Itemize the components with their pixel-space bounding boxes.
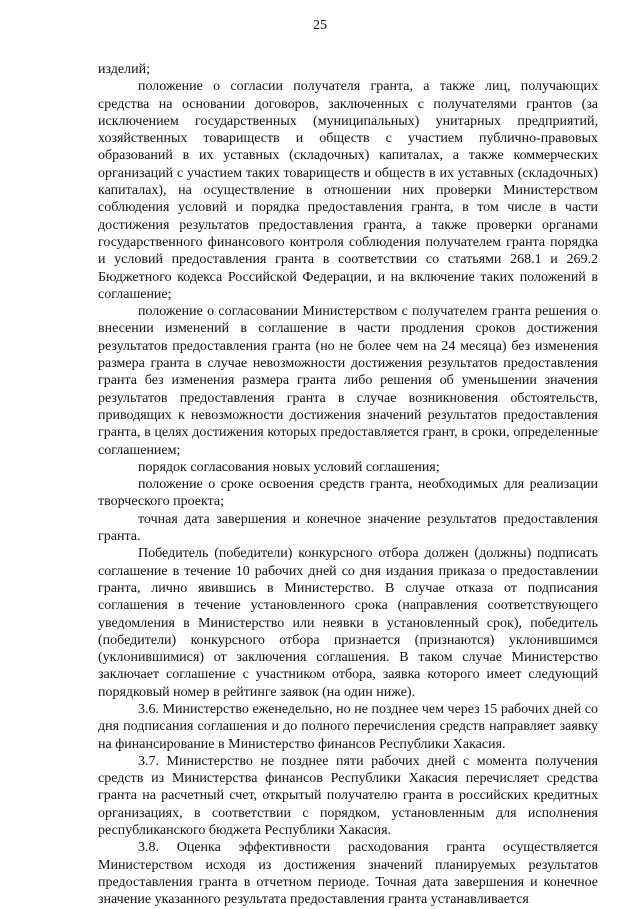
document-body — [98, 61, 598, 909]
paragraph-3-6: 3.6. Министерство еженедельно, но не позднее чем через 15 рабочих дней со дня подписания соглашения и до полного перечисления средств направляет заявку на финансирование в Министерство финансов Республики Хакасия. — [98, 701, 598, 752]
paragraph-agreement-amendments: положение о согласовании Министерством с получателем гранта решения о внесении изменений в соглашение в части продления сроков достижения результатов предоставления гранта (но не более чем на 24 месяца) без изменения размера гранта в случае невозможности достижения результатов предоставления гранта без изменения размера гранта либо решения об уменьшении значения результатов предоставления гранта в случае возникновения обстоятельств, приводящих к невозможности достижения значений результатов предоставления гранта, в целях достижения которых предоставляется грант, в сроки, определенные соглашением; — [98, 304, 598, 458]
paragraph-inspection-consent: положение о согласии получателя гранта, а также лиц, получающих средства на основании договоров, заключенных с получателями грантов (за исключением государственных (муниципальных) унитарных предприятий, хозяйственных товариществ и обществ с участием публично-правовых образований в их уставных (складочных) капиталах, а также коммерческих организаций с участием таких товариществ и обществ в их уставных (складочных) капиталах), на осуществление в отношении них проверки Министерством соблюдения условий и порядка предоставления гранта, в том числе в части достижения результатов предоставления гранта, а также проверки органами государственного финансового контроля соблюдения получателем гранта порядка и условий предоставления гранта в соответствии со статьями 268.1 и 269.2 Бюджетного кодекса Российской Федерации, и на включение таких положений в соглашение; — [98, 79, 598, 302]
paragraph-3-8: 3.8. Оценка эффективности расходования гранта осуществляется Министерством исходя из достижения значений планируемых результатов предоставления гранта в отчетном периоде. Точная дата завершения и конечное значение указанного результата предоставления гранта устанавливается — [98, 840, 598, 908]
paragraph-3-7: 3.7. Министерство не позднее пяти рабочих дней с момента получения средств из Министерства финансов Республики Хакасия перечисляет средства гранта на расчетный счет, открытый получателю гранта в российских кредитных организациях, в соответствии с порядком, установленным для исполнения республиканского бюджета Республики Хакасия. — [98, 753, 598, 839]
paragraph-completion-date: точная дата завершения и конечное значение результатов предоставления гранта. — [98, 511, 598, 545]
paragraph-spending-deadline: положение о сроке освоения средств гранта, необходимых для реализации творческого проекта; — [98, 477, 598, 510]
paragraph-new-conditions: порядок согласования новых условий соглашения; — [138, 459, 440, 475]
paragraph-continuation: изделий; — [98, 62, 150, 77]
paragraph-winner-signing: Победитель (победители) конкурсного отбора должен (должны) подписать соглашение в течение 10 рабочих дней со дня издания приказа о предоставлении гранта, лично явившись в Министерство. В случае отказа от подписания соглашения в течение установленного срока (направления соответствующего уведомления в Министерство или неявки в установленный срок), победитель (победители) конкурсного отбора признается (признаются) уклонившимся (уклонившимися) от заключения соглашения. В таком случае Министерство заключает соглашение с участником отбора, заявка которого имеет следующий порядковый номер в рейтинге заявок (на один ниже). — [98, 546, 598, 700]
page-number: 25 — [313, 18, 327, 33]
